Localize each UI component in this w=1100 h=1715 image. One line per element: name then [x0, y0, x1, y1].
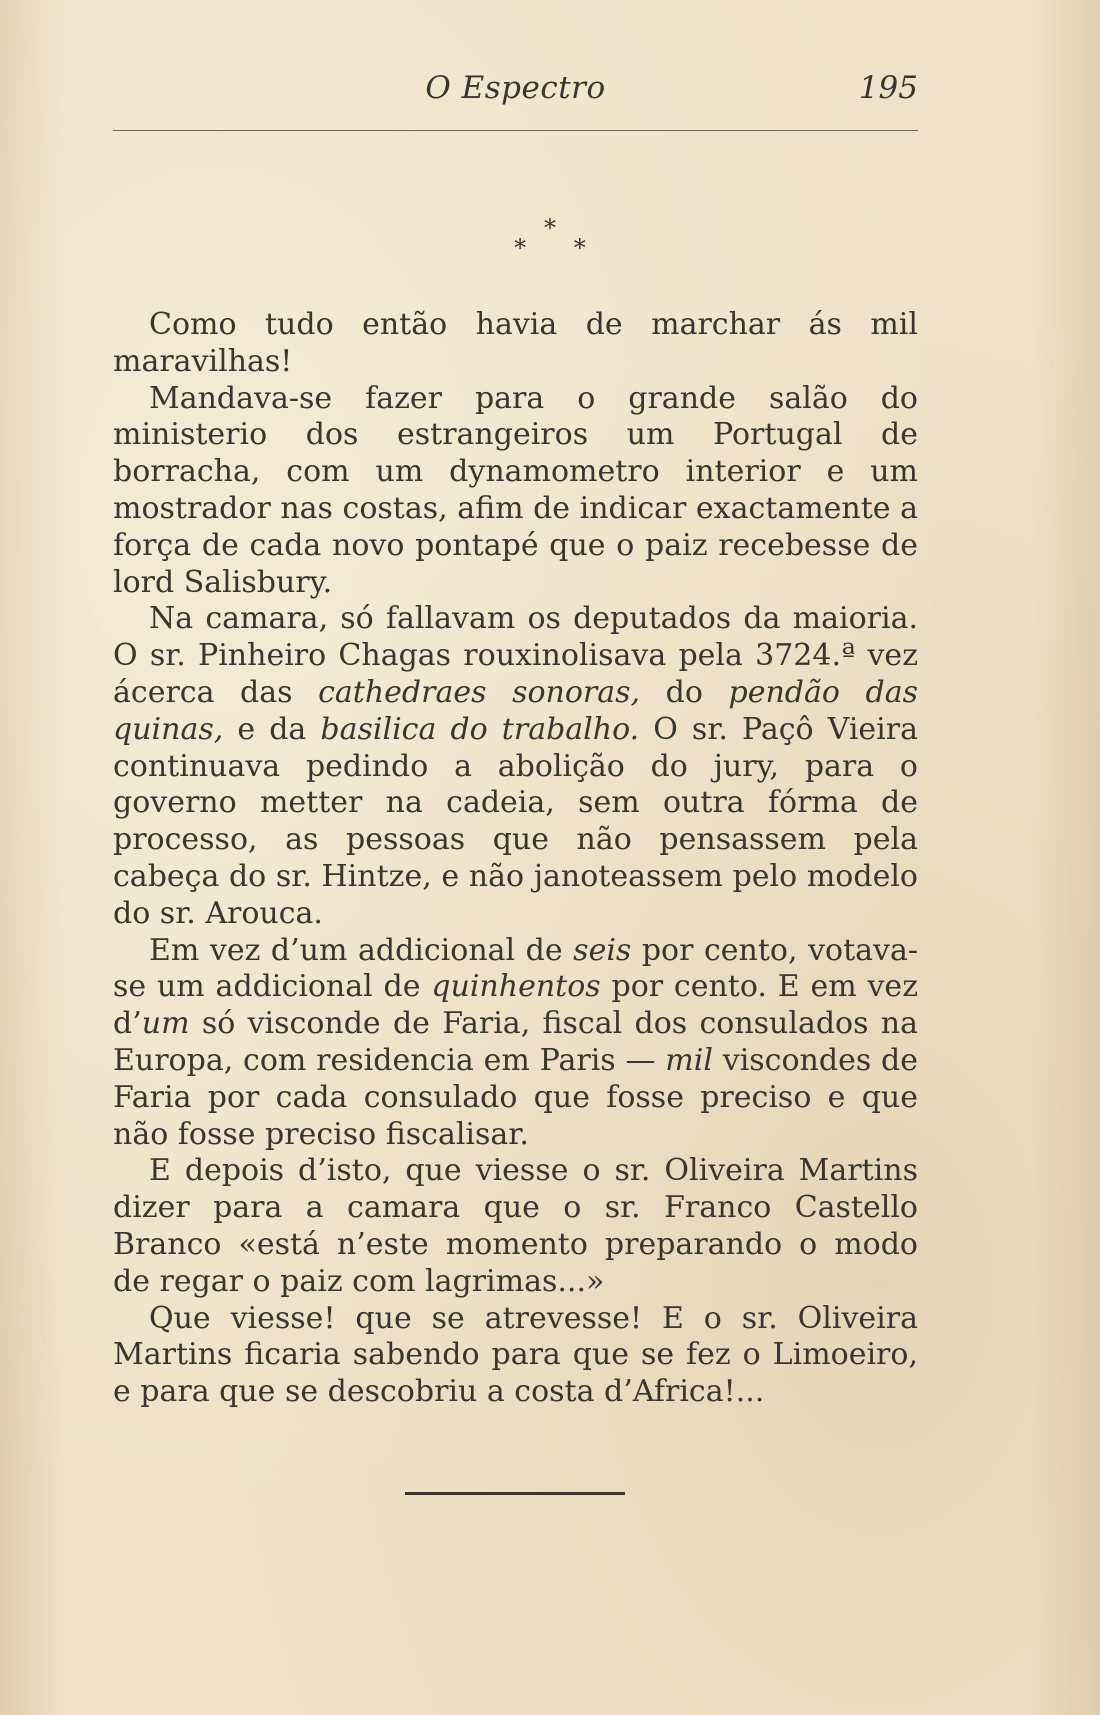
asterism-bottom: * *	[514, 234, 606, 262]
italic-text: seis	[573, 932, 632, 968]
running-head	[113, 70, 918, 114]
text-run: só visconde de Faria, fiscal dos consulados na Europa, com residencia em Paris —	[113, 1006, 918, 1078]
text-run: por cento, votava-se um addicional de	[113, 932, 918, 1005]
paragraph-6	[113, 1301, 918, 1411]
italic-text: quinhentos	[431, 969, 601, 1005]
page-number: 195	[858, 70, 918, 106]
paragraph-3	[113, 601, 918, 932]
text-run: e da	[223, 711, 321, 747]
text-run: Mandava-se fazer para o grande salão do ministerio dos estrangeiros um Portugal de borracha, com um dynamometro interior e um mostrador nas costas, afim de indicar exactamente a força de cada novo pontapé que o paiz recebesse de lord Salisbury.	[113, 380, 918, 600]
running-title: O Espectro	[425, 70, 606, 106]
text-run: do	[640, 674, 729, 710]
text-run: Em vez d’um addicional de	[149, 932, 574, 968]
body-text	[113, 307, 918, 1411]
italic-text: pendão das quinas,	[113, 674, 919, 747]
paragraph-1	[113, 307, 918, 381]
text-run: viscondes de Faria por cada consulado que fosse preciso e que não fosse preciso fiscalisar.	[113, 1042, 918, 1152]
italic-text: um	[141, 1006, 190, 1042]
italic-text: cathedraes sonoras,	[318, 674, 641, 710]
asterism-top: *	[544, 214, 556, 242]
asterism-ornament	[0, 214, 1100, 262]
text-run: Que viesse! que se atrevesse! E o sr. Oliveira Martins ficaria sabendo para que se fez o Limoeiro, e para que se descobriu a costa d’Africa!...	[113, 1300, 918, 1410]
text-run: Como tudo então havia de marchar ás mil maravilhas!	[113, 307, 918, 379]
italic-text: mil	[665, 1042, 713, 1078]
text-run: E depois d’isto, que viesse o sr. Oliveira Martins dizer para a camara que o sr. Franco Castello Branco «está n’este momento preparando o modo de regar o paiz com lagrimas...»	[113, 1153, 918, 1299]
paragraph-5	[113, 1153, 918, 1300]
paragraph-2	[113, 381, 918, 602]
header-rule	[113, 130, 918, 131]
end-rule	[405, 1492, 625, 1495]
text-run: por cento. E em vez d’	[113, 969, 918, 1042]
paragraph-4	[113, 933, 918, 1154]
text-run: Na camara, só fallavam os deputados da maioria. O sr. Pinheiro Chagas rouxinolisava pela 3724.ª vez ácerca das	[113, 601, 918, 710]
text-run: O sr. Paçô Vieira continuava pedindo a abolição do jury, para o governo metter na cadeia, sem outra fórma de processo, as pessoas que não pensassem pela cabeça do sr. Hintze, e não janoteassem pelo modelo do sr. Arouca.	[113, 711, 918, 931]
italic-text: basilica do trabalho.	[320, 711, 640, 747]
